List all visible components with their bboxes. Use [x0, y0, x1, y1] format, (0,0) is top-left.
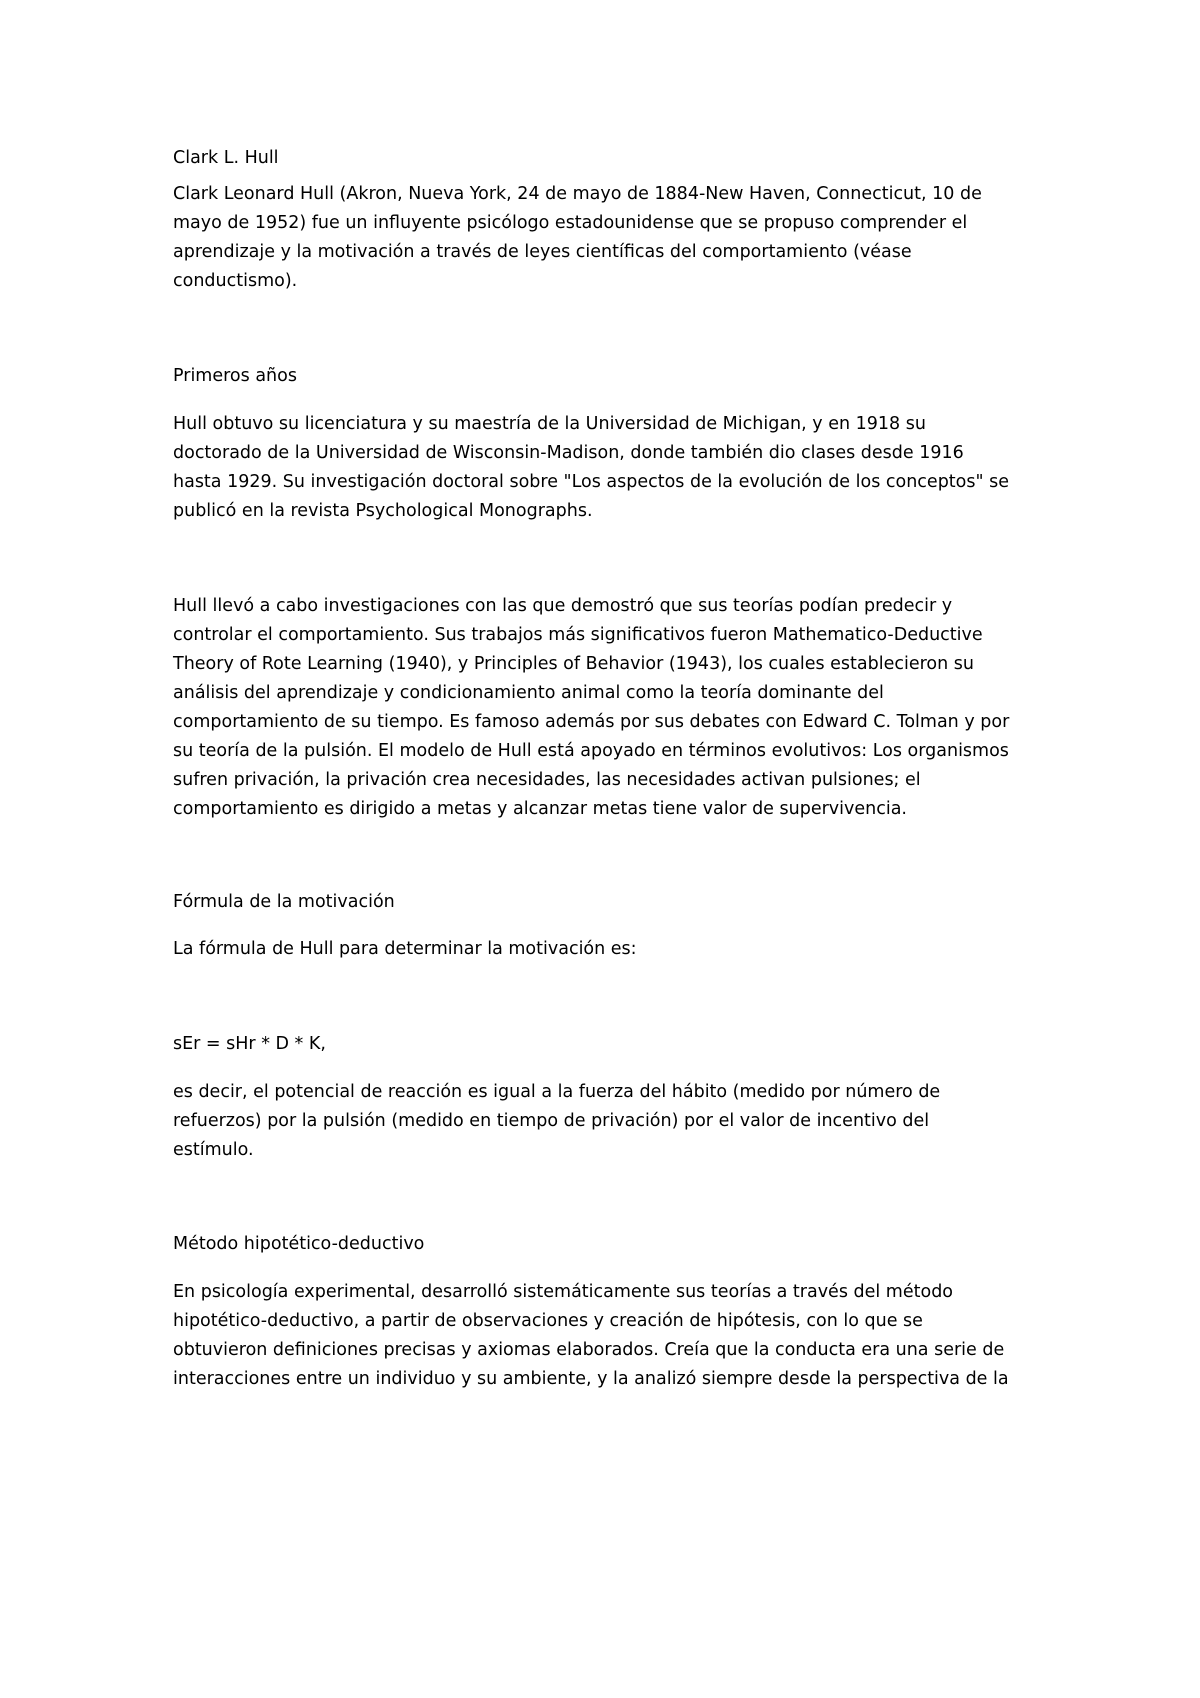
- text-line: análisis del aprendizaje y condicionamiento animal como la teoría dominante del: [173, 683, 884, 703]
- text-line: controlar el comportamiento. Sus trabajos más significativos fueron Mathematico-Deductive: [173, 625, 983, 645]
- formula-equation: sEr = sHr * D * K,: [173, 1034, 326, 1054]
- section-heading-formula: Fórmula de la motivación: [173, 892, 395, 912]
- text-line: Theory of Rote Learning (1940), y Principles of Behavior (1943), los cuales establecieron su: [173, 654, 974, 674]
- text-line: interacciones entre un individuo y su ambiente, y la analizó siempre desde la perspectiva de la: [173, 1369, 1009, 1389]
- text-line: mayo de 1952) fue un influyente psicólogo estadounidense que se propuso comprender el: [173, 213, 968, 233]
- document-title: Clark L. Hull: [173, 148, 279, 168]
- text-line: estímulo.: [173, 1140, 254, 1160]
- text-line: doctorado de la Universidad de Wisconsin-Madison, donde también dio clases desde 1916: [173, 443, 964, 463]
- section-heading-metodo: Método hipotético-deductivo: [173, 1234, 425, 1254]
- text-line: hasta 1929. Su investigación doctoral sobre "Los aspectos de la evolución de los conceptos" se: [173, 472, 1009, 492]
- text-line: su teoría de la pulsión. El modelo de Hull está apoyado en términos evolutivos: Los organismos: [173, 741, 1009, 761]
- text-line: comportamiento es dirigido a metas y alcanzar metas tiene valor de supervivencia.: [173, 799, 907, 819]
- text-line: En psicología experimental, desarrolló sistemáticamente sus teorías a través del método: [173, 1282, 954, 1302]
- text-line: comportamiento de su tiempo. Es famoso además por sus debates con Edward C. Tolman y por: [173, 712, 1010, 732]
- text-line: conductismo).: [173, 271, 298, 291]
- formula-intro: La fórmula de Hull para determinar la motivación es:: [173, 939, 637, 959]
- text-line: refuerzos) por la pulsión (medido en tiempo de privación) por el valor de incentivo del: [173, 1111, 930, 1131]
- text-line: Clark Leonard Hull (Akron, Nueva York, 24 de mayo de 1884-New Haven, Connecticut, 10 de: [173, 184, 982, 204]
- text-line: sufren privación, la privación crea necesidades, las necesidades activan pulsiones; el: [173, 770, 921, 790]
- text-line: es decir, el potencial de reacción es igual a la fuerza del hábito (medido por número de: [173, 1082, 941, 1102]
- text-line: aprendizaje y la motivación a través de leyes científicas del comportamiento (véase: [173, 242, 912, 262]
- text-line: obtuvieron definiciones precisas y axiomas elaborados. Creía que la conducta era una serie de: [173, 1340, 1005, 1360]
- text-line: hipotético-deductivo, a partir de observaciones y creación de hipótesis, con lo que se: [173, 1311, 923, 1331]
- section-heading-primeros-anos: Primeros años: [173, 366, 297, 386]
- text-line: publicó en la revista Psychological Monographs.: [173, 501, 593, 521]
- text-line: Hull llevó a cabo investigaciones con las que demostró que sus teorías podían predecir y: [173, 596, 953, 616]
- text-line: Hull obtuvo su licenciatura y su maestría de la Universidad de Michigan, y en 1918 su: [173, 414, 926, 434]
